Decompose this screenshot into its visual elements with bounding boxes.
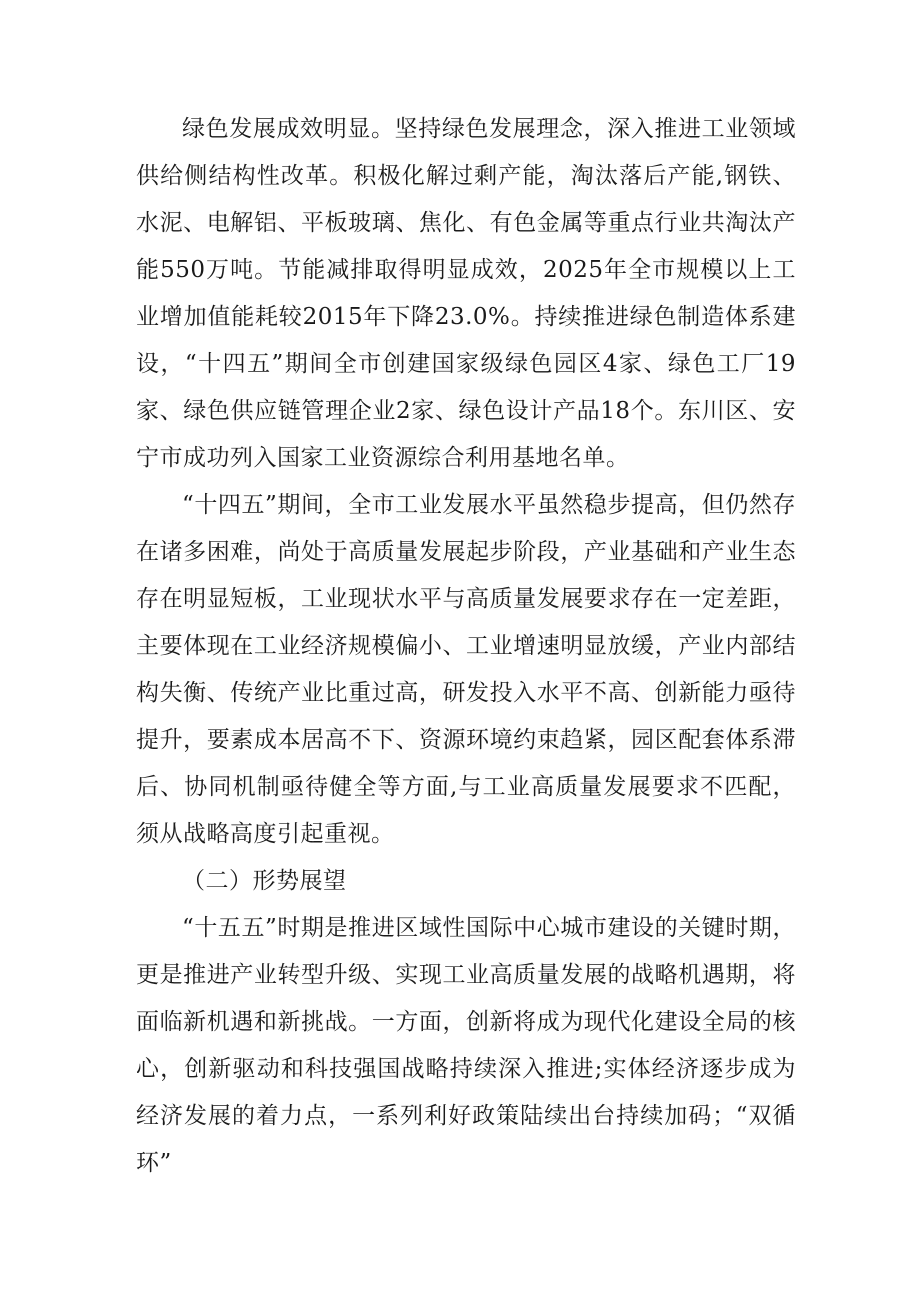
document-body [136,106,796,1187]
paragraph-green-development: 绿色发展成效明显。坚持绿色发展理念，深入推进工业领域供给侧结构性改革。积极化解过剩产能，淘汰落后产能,钢铁、水泥、电解铝、平板玻璃、焦化、有色金属等重点行业共淘汰产能550万吨。节能减排取得明显成效，2025年全市规模以上工业增加值能耗较2015年下降23.0%。持续推进绿色制造体系建设，“十四五”期间全市创建国家级绿色园区4家、绿色工厂19家、绿色供应链管理企业2家、绿色设计产品18个。东川区、安宁市成功列入国家工业资源综合利用基地名单。 [136,116,796,471]
paragraph-fourteenth-five-year-problems: “十四五”期间，全市工业发展水平虽然稳步提高，但仍然存在诸多困难，尚处于高质量发展起步阶段，产业基础和产业生态存在明显短板，工业现状水平与高质量发展要求存在一定差距，主要体现在工业经济规模偏小、工业增速明显放缓，产业内部结构失衡、传统产业比重过高，研发投入水平不高、创新能力亟待提升，要素成本居高不下、资源环境约束趋紧，园区配套体系滞后、协同机制亟待健全等方面,与工业高质量发展要求不匹配，须从战略高度引起重视。 [136,492,796,847]
section-heading-outlook: （二）形势展望 [182,868,347,894]
paragraph-fifteenth-five-year-outlook: “十五五”时期是推进区域性国际中心城市建设的关键时期，更是推进产业转型升级、实现工业高质量发展的战略机遇期，将面临新机遇和新挑战。一方面，创新将成为现代化建设全局的核心，创新驱动和科技强国战略持续深入推进;实体经济逐步成为经济发展的着力点，一系列利好政策陆续出台持续加码；“双循环” [136,915,796,1176]
